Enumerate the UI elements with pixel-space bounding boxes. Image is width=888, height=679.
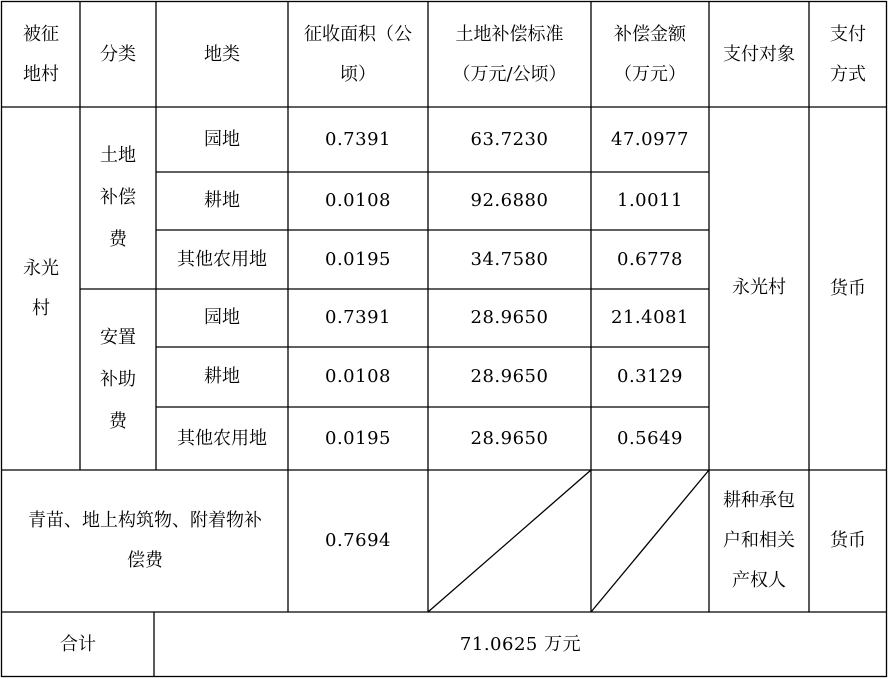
table-row-amount: 0.3129 xyxy=(617,366,683,387)
table-row-area: 0.0195 xyxy=(325,248,391,270)
village-name: 永光 村 xyxy=(23,257,59,319)
table-row-amount: 21.4081 xyxy=(611,307,689,328)
category-land-compensation: 土地 补偿 费 xyxy=(100,145,136,250)
attachments-area: 0.7694 xyxy=(325,530,391,551)
header-land-type: 地类 xyxy=(204,43,240,65)
attachments-method: 货币 xyxy=(830,530,866,551)
table-row-land-type: 耕地 xyxy=(204,366,240,387)
empty-cell-diagonal xyxy=(591,470,709,612)
total-value: 71.0625 万元 xyxy=(459,633,582,655)
table-row-land-type: 其他农用地 xyxy=(177,427,267,449)
header-category: 分类 xyxy=(100,43,136,65)
header-area: 征收面积（公 顷） xyxy=(304,23,412,85)
header-village: 被征 地村 xyxy=(23,23,59,85)
table-row-land-type: 其他农用地 xyxy=(177,248,267,270)
total-label: 合计 xyxy=(60,633,96,655)
table-row-area: 0.7391 xyxy=(325,307,391,328)
table-row-amount: 0.5649 xyxy=(617,427,683,449)
header-amount: 补偿金额 （万元） xyxy=(614,23,686,85)
table-row-area: 0.0108 xyxy=(325,366,391,387)
table-row-standard: 28.9650 xyxy=(470,366,549,387)
table-row-area: 0.0108 xyxy=(325,190,391,211)
table-row-standard: 28.9650 xyxy=(470,427,549,449)
table-row-area: 0.7391 xyxy=(325,128,391,150)
table-row-land-type: 园地 xyxy=(204,128,240,150)
header-standard: 土地补偿标准 （万元/公顷） xyxy=(452,23,567,85)
table-row-land-type: 耕地 xyxy=(204,190,240,211)
payee-village: 永光村 xyxy=(732,276,786,298)
table-row-standard: 28.9650 xyxy=(470,307,549,328)
table-row-amount: 1.0011 xyxy=(617,190,683,211)
table-row-standard: 63.7230 xyxy=(470,128,549,150)
table-row-area: 0.0195 xyxy=(325,427,391,449)
table-row-standard: 92.6880 xyxy=(470,190,549,211)
table-row-amount: 0.6778 xyxy=(617,248,683,270)
table-row-standard: 34.7580 xyxy=(470,248,549,270)
attachments-payee: 耕种承包 户和相关 产权人 xyxy=(723,490,795,591)
payment-method-cash: 货币 xyxy=(830,277,866,299)
header-method: 支付 方式 xyxy=(830,23,866,85)
empty-cell-diagonal xyxy=(428,470,591,612)
attachments-label: 青苗、地上构筑物、附着物补 偿费 xyxy=(28,510,262,571)
header-payee: 支付对象 xyxy=(723,43,795,65)
category-resettlement-subsidy: 安置 补助 费 xyxy=(100,326,136,432)
table-row-amount: 47.0977 xyxy=(611,128,689,150)
table-row-land-type: 园地 xyxy=(204,307,240,328)
